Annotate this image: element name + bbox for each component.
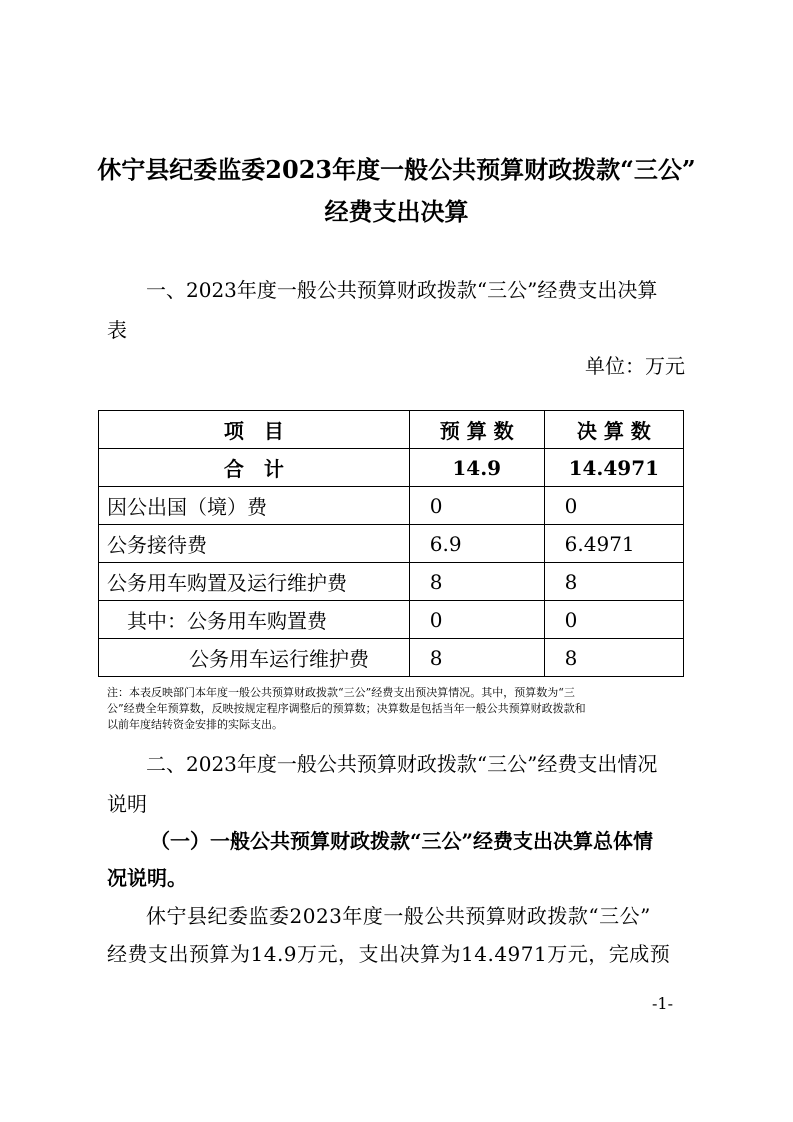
subsection-heading: （一）一般公共预算财政拨款“三公”经费支出决算总体情 bbox=[150, 829, 654, 853]
table-header-row bbox=[99, 411, 684, 449]
row-label: 公务用车运行维护费 bbox=[99, 639, 410, 677]
unit-label: 单位：万元 bbox=[585, 354, 685, 378]
subsection-heading-cont: 况说明。 bbox=[107, 866, 187, 890]
table-note-line1: 注：本表反映部门本年度一般公共预算财政拨款“三公”经费支出预决算情况。其中，预算数为“三 bbox=[107, 686, 575, 699]
section2-heading: 二、2023年度一般公共预算财政拨款“三公”经费支出情况 bbox=[146, 752, 658, 776]
row-budget: 14.9 bbox=[409, 449, 544, 487]
document-title-line1: 休宁县纪委监委2023年度一般公共预算财政拨款“三公” bbox=[97, 155, 696, 184]
table-note-line2: 公”经费全年预算数，反映按规定程序调整后的预算数；决算数是包括当年一般公共预算财政拨款和 bbox=[107, 702, 586, 715]
header-budget: 预 算 数 bbox=[409, 411, 544, 449]
header-final: 决 算 数 bbox=[544, 411, 683, 449]
row-final: 8 bbox=[544, 563, 683, 601]
row-final: 6.4971 bbox=[544, 525, 683, 563]
row-final: 0 bbox=[544, 487, 683, 525]
row-label: 公务接待费 bbox=[99, 525, 410, 563]
table-row-total bbox=[99, 449, 684, 487]
row-label: 公务用车购置及运行维护费 bbox=[99, 563, 410, 601]
row-budget: 0 bbox=[409, 601, 544, 639]
row-budget: 0 bbox=[409, 487, 544, 525]
document-title-line2: 经费支出决算 bbox=[324, 197, 469, 226]
summary-paragraph-line2: 经费支出预算为14.9万元，支出决算为14.4971万元，完成预 bbox=[107, 942, 671, 966]
table-row bbox=[99, 487, 684, 525]
row-final: 14.4971 bbox=[544, 449, 683, 487]
summary-paragraph-line1: 休宁县纪委监委2023年度一般公共预算财政拨款“三公” bbox=[146, 904, 651, 928]
row-final: 0 bbox=[544, 601, 683, 639]
table-row bbox=[99, 639, 684, 677]
section1-heading: 一、2023年度一般公共预算财政拨款“三公”经费支出决算 bbox=[146, 278, 658, 302]
row-budget: 8 bbox=[409, 639, 544, 677]
table-row bbox=[99, 601, 684, 639]
row-budget: 8 bbox=[409, 563, 544, 601]
table-row bbox=[99, 563, 684, 601]
table-row bbox=[99, 525, 684, 563]
table-note-line3: 以前年度结转资金安排的实际支出。 bbox=[107, 718, 283, 731]
section2-heading-cont: 说明 bbox=[107, 792, 147, 816]
row-label: 因公出国（境）费 bbox=[99, 487, 410, 525]
row-label: 其中：公务用车购置费 bbox=[99, 601, 410, 639]
row-budget: 6.9 bbox=[409, 525, 544, 563]
section1-heading-cont: 表 bbox=[107, 318, 127, 342]
header-item: 项 目 bbox=[99, 411, 410, 449]
page-number: -1- bbox=[652, 994, 673, 1013]
row-label: 合 计 bbox=[99, 449, 410, 487]
row-final: 8 bbox=[544, 639, 683, 677]
three-public-expenditure-table bbox=[98, 410, 684, 677]
